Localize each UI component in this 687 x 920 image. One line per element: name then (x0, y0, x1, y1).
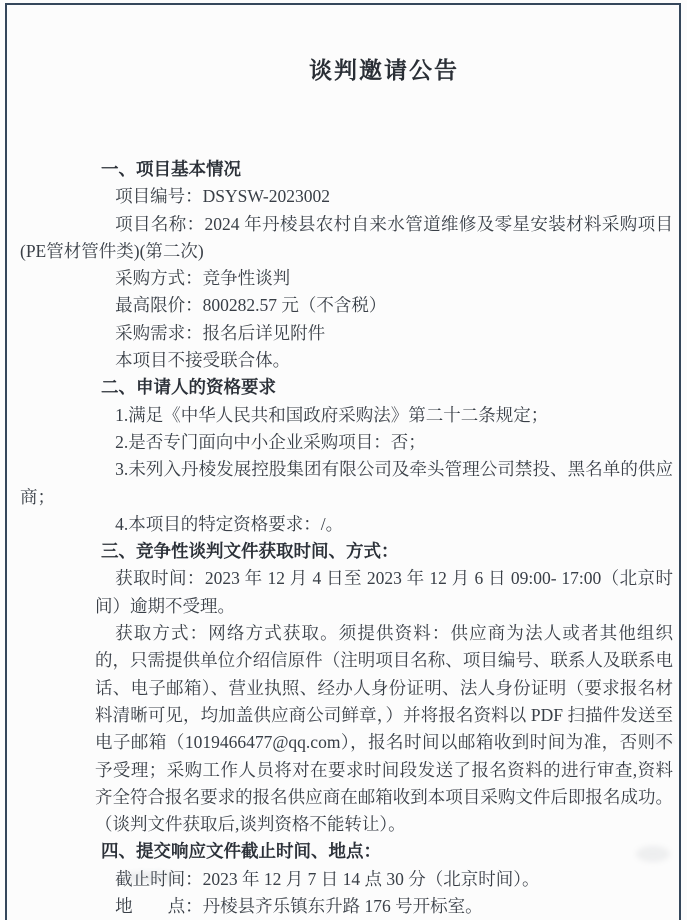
section-heading: 二、申请人的资格要求 (101, 377, 276, 398)
paragraph-procurement-method: 采购方式：竞争性谈判 (115, 268, 291, 289)
section-submission-deadline (95, 838, 673, 920)
paragraph-acquisition-method: 获取方式：网络方式获取。须提供资料：供应商为法人或者其他组织的，只需提供单位介绍信原件（注明项目名称、项目编号、联系人及联系电话、电子邮箱）、营业执照、经办人身份证明、法人身份证明（要求报名材料清晰可见，均加盖供应商公司鲜章，）并将报名资料以 PDF 扫描件发送至电子邮箱（1019466477@qq.com），报名时间以邮箱收到时间为准，否则不予受理；采购工作人员将对在要求时间段发送了报名资料的进行审查,资料齐全符合报名要求的报名供应商在邮箱收到本项目采购文件后即报名成功。（谈判文件获取后,谈判资格不能转让）。 (95, 623, 673, 835)
paragraph-project-name: 项目名称：2024 年丹棱县农村自来水管道维修及零星安装材料采购项目(PE管材管件类)(第二次) (20, 213, 673, 261)
paragraph-deadline-time: 截止时间：2023 年 12 月 7 日 14 点 30 分（北京时间）。 (115, 868, 540, 889)
document-title: 谈判邀请公告 (309, 58, 459, 83)
document-content (20, 0, 673, 920)
section-heading: 三、竞争性谈判文件获取时间、方式： (101, 541, 399, 562)
paragraph-project-number: 项目编号：DSYSW-2023002 (115, 186, 330, 207)
paragraph-price-limit: 最高限价：800282.57 元（不含税） (115, 295, 387, 316)
section-project-basics (20, 156, 673, 374)
paragraph-requirement-3: 3.未列入丹棱发展控股集团有限公司及牵头管理公司禁投、黑名单的供应商； (20, 459, 673, 507)
paragraph-procurement-demand: 采购需求：报名后详见附件 (115, 322, 326, 343)
paragraph-acquisition-time: 获取时间：2023 年 12 月 4 日至 2023 年 12 月 6 日 09:00- 17:00（北京时间）逾期不受理。 (95, 568, 673, 616)
paragraph-deadline-location: 地 点：丹棱县齐乐镇东升路 176 号开标室。 (115, 896, 483, 917)
paragraph-requirement-2: 2.是否专门面向中小企业采购项目：否； (115, 431, 426, 452)
paragraph-requirement-1: 1.满足《中华人民共和国政府采购法》第二十二条规定； (115, 404, 549, 425)
section-heading: 四、提交响应文件截止时间、地点： (101, 841, 381, 862)
section-heading: 一、项目基本情况 (101, 159, 241, 179)
section-document-acquisition (95, 538, 673, 838)
paragraph-requirement-4: 4.本项目的特定资格要求：/。 (115, 513, 344, 534)
section-qualification-requirements (20, 374, 673, 538)
paragraph-no-consortium: 本项目不接受联合体。 (115, 350, 291, 371)
